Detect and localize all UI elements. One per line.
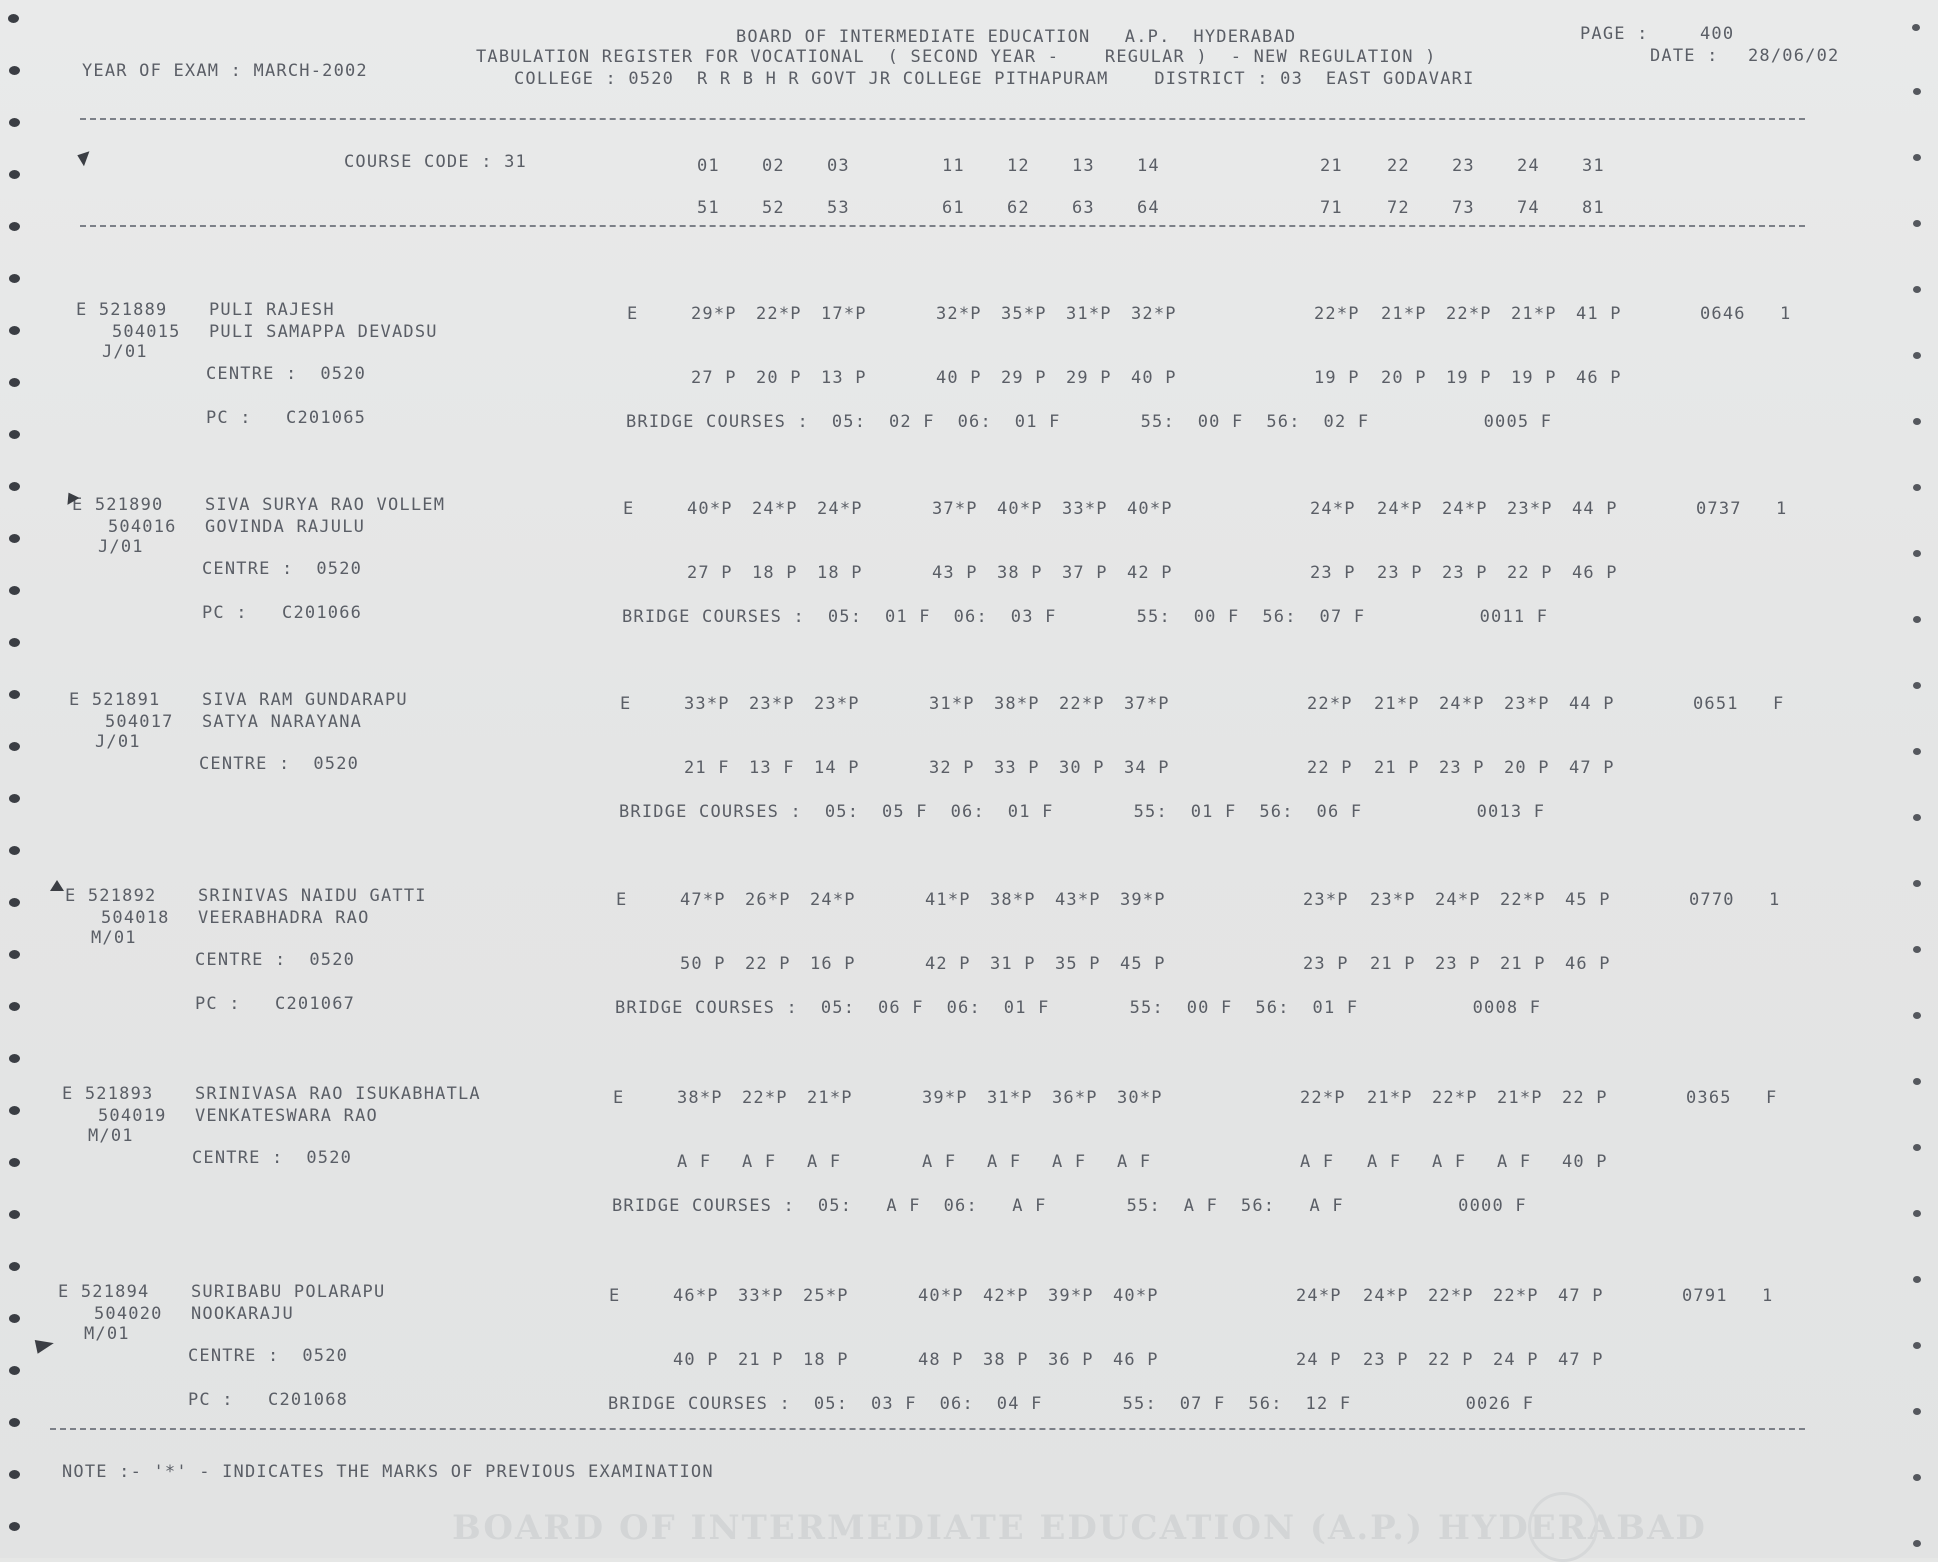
mark-cell: 40 P bbox=[673, 1350, 719, 1370]
page-label: PAGE : bbox=[1580, 24, 1649, 44]
mark-cell: 35*P bbox=[1001, 304, 1047, 324]
subject-code: 73 bbox=[1452, 198, 1475, 218]
watermark-text: BOARD OF INTERMEDIATE EDUCATION (A.P.) HYDERABAD bbox=[452, 1508, 1707, 1548]
subject-code: 72 bbox=[1387, 198, 1410, 218]
bridge-courses: BRIDGE COURSES : 05: 02 F 06: 01 F 55: 00 F 56: 02 F 0005 F bbox=[626, 412, 1553, 432]
total-marks: 0646 bbox=[1700, 304, 1746, 324]
mark-cell: 23*P bbox=[1303, 890, 1349, 910]
category: J/01 bbox=[95, 732, 141, 752]
mark-cell: 22*P bbox=[1059, 694, 1105, 714]
mark-cell: A F bbox=[807, 1152, 842, 1172]
mark-cell: 46*P bbox=[673, 1286, 719, 1306]
mark-cell: 24*P bbox=[810, 890, 856, 910]
mark-cell: 29*P bbox=[691, 304, 737, 324]
subject-code: 22 bbox=[1387, 156, 1410, 176]
centre: CENTRE : 0520 bbox=[199, 754, 360, 774]
hall-ticket-number: E 521891 bbox=[69, 690, 161, 710]
category: J/01 bbox=[98, 537, 144, 557]
hall-ticket-number: E 521892 bbox=[65, 886, 157, 906]
division: 1 bbox=[1776, 499, 1788, 519]
mark-cell: 24*P bbox=[817, 499, 863, 519]
pc-number: PC : C201068 bbox=[188, 1390, 349, 1410]
division: 1 bbox=[1780, 304, 1792, 324]
result-flag: E bbox=[623, 499, 635, 519]
mark-cell: 33*P bbox=[1062, 499, 1108, 519]
father-name: NOOKARAJU bbox=[191, 1304, 294, 1324]
mark-cell: 21*P bbox=[1497, 1088, 1543, 1108]
page-number: 400 bbox=[1700, 24, 1735, 44]
course-code: COURSE CODE : 31 bbox=[344, 152, 527, 172]
category: J/01 bbox=[102, 342, 148, 362]
mark-cell: 21 P bbox=[1374, 758, 1420, 778]
mark-cell: 21*P bbox=[1381, 304, 1427, 324]
mark-cell: 33 P bbox=[994, 758, 1040, 778]
subject-code: 64 bbox=[1137, 198, 1160, 218]
subject-code: 81 bbox=[1582, 198, 1605, 218]
student-name: SURIBABU POLARAPU bbox=[191, 1282, 386, 1302]
mark-cell: 48 P bbox=[918, 1350, 964, 1370]
mark-cell: 23 P bbox=[1435, 954, 1481, 974]
mark-cell: 22 P bbox=[745, 954, 791, 974]
mark-cell: 24*P bbox=[1296, 1286, 1342, 1306]
mark-cell: 47 P bbox=[1558, 1350, 1604, 1370]
student-name: SRINIVASA RAO ISUKABHATLA bbox=[195, 1084, 481, 1104]
mark-cell: 44 P bbox=[1569, 694, 1615, 714]
mark-cell: 37*P bbox=[932, 499, 978, 519]
mark-cell: 21*P bbox=[807, 1088, 853, 1108]
mark-cell: 23 P bbox=[1377, 563, 1423, 583]
centre: CENTRE : 0520 bbox=[202, 559, 363, 579]
total-marks: 0365 bbox=[1686, 1088, 1732, 1108]
mark-cell: A F bbox=[1497, 1152, 1532, 1172]
mark-cell: 16 P bbox=[810, 954, 856, 974]
mark-cell: 22 P bbox=[1562, 1088, 1608, 1108]
date-value: 28/06/02 bbox=[1748, 46, 1840, 66]
hall-ticket-number: E 521894 bbox=[58, 1282, 150, 1302]
student-name: SIVA RAM GUNDARAPU bbox=[202, 690, 408, 710]
mark-cell: 25*P bbox=[803, 1286, 849, 1306]
pen-mark-icon bbox=[75, 148, 90, 166]
registration-code: 504020 bbox=[94, 1304, 163, 1324]
centre: CENTRE : 0520 bbox=[192, 1148, 353, 1168]
mark-cell: 45 P bbox=[1565, 890, 1611, 910]
mark-cell: 40*P bbox=[918, 1286, 964, 1306]
mark-cell: 17*P bbox=[821, 304, 867, 324]
category: M/01 bbox=[88, 1126, 134, 1146]
result-flag: E bbox=[620, 694, 632, 714]
seal-icon bbox=[1528, 1492, 1598, 1562]
subject-code: 23 bbox=[1452, 156, 1475, 176]
mark-cell: 22*P bbox=[1307, 694, 1353, 714]
mark-cell: 20 P bbox=[1381, 368, 1427, 388]
college-line: COLLEGE : 0520 R R B H R GOVT JR COLLEGE PITHAPURAM DISTRICT : 03 EAST GODAVARI bbox=[514, 69, 1475, 89]
subject-code: 24 bbox=[1517, 156, 1540, 176]
mark-cell: 44 P bbox=[1572, 499, 1618, 519]
mark-cell: 31*P bbox=[987, 1088, 1033, 1108]
mark-cell: 45 P bbox=[1120, 954, 1166, 974]
mark-cell: 36 P bbox=[1048, 1350, 1094, 1370]
result-flag: E bbox=[627, 304, 639, 324]
mark-cell: 41*P bbox=[925, 890, 971, 910]
mark-cell: 47 P bbox=[1569, 758, 1615, 778]
father-name: GOVINDA RAJULU bbox=[205, 517, 366, 537]
bridge-courses: BRIDGE COURSES : 05: 05 F 06: 01 F 55: 01 F 56: 06 F 0013 F bbox=[619, 802, 1546, 822]
mark-cell: 31*P bbox=[1066, 304, 1112, 324]
subject-code: 71 bbox=[1320, 198, 1343, 218]
subject-code: 13 bbox=[1072, 156, 1095, 176]
mark-cell: 38*P bbox=[994, 694, 1040, 714]
mark-cell: 23*P bbox=[1507, 499, 1553, 519]
mark-cell: 29 P bbox=[1066, 368, 1112, 388]
mark-cell: 23*P bbox=[814, 694, 860, 714]
divider-top bbox=[80, 118, 1805, 120]
pen-mark-icon bbox=[35, 1336, 56, 1353]
mark-cell: 32 P bbox=[929, 758, 975, 778]
mark-cell: 24 P bbox=[1296, 1350, 1342, 1370]
mark-cell: 33*P bbox=[738, 1286, 784, 1306]
mark-cell: 38*P bbox=[677, 1088, 723, 1108]
mark-cell: 24 P bbox=[1493, 1350, 1539, 1370]
mark-cell: 22 P bbox=[1428, 1350, 1474, 1370]
mark-cell: 18 P bbox=[817, 563, 863, 583]
mark-cell: 35 P bbox=[1055, 954, 1101, 974]
mark-cell: A F bbox=[987, 1152, 1022, 1172]
mark-cell: A F bbox=[742, 1152, 777, 1172]
pc-number: PC : C201065 bbox=[206, 408, 367, 428]
mark-cell: 13 F bbox=[749, 758, 795, 778]
total-marks: 0651 bbox=[1693, 694, 1739, 714]
mark-cell: 22*P bbox=[1428, 1286, 1474, 1306]
mark-cell: 32*P bbox=[1131, 304, 1177, 324]
subject-code: 12 bbox=[1007, 156, 1030, 176]
board-title: BOARD OF INTERMEDIATE EDUCATION A.P. HYDERABAD bbox=[736, 27, 1297, 47]
mark-cell: 23 P bbox=[1442, 563, 1488, 583]
subject-code: 52 bbox=[762, 198, 785, 218]
hall-ticket-number: E 521890 bbox=[72, 495, 164, 515]
subject-code: 02 bbox=[762, 156, 785, 176]
total-marks: 0791 bbox=[1682, 1286, 1728, 1306]
divider-course bbox=[80, 225, 1805, 227]
pen-mark-icon bbox=[50, 880, 64, 891]
mark-cell: 14 P bbox=[814, 758, 860, 778]
student-name: SIVA SURYA RAO VOLLEM bbox=[205, 495, 446, 515]
mark-cell: 32*P bbox=[936, 304, 982, 324]
mark-cell: 39*P bbox=[922, 1088, 968, 1108]
mark-cell: 24*P bbox=[1435, 890, 1481, 910]
mark-cell: 40*P bbox=[687, 499, 733, 519]
mark-cell: 42 P bbox=[1127, 563, 1173, 583]
subject-code: 03 bbox=[827, 156, 850, 176]
subject-code: 31 bbox=[1582, 156, 1605, 176]
subject-code: 11 bbox=[942, 156, 965, 176]
mark-cell: 40*P bbox=[1113, 1286, 1159, 1306]
mark-cell: 46 P bbox=[1565, 954, 1611, 974]
result-flag: E bbox=[616, 890, 628, 910]
student-name: PULI RAJESH bbox=[209, 300, 335, 320]
subject-code: 61 bbox=[942, 198, 965, 218]
mark-cell: A F bbox=[1300, 1152, 1335, 1172]
year-of-exam: YEAR OF EXAM : MARCH-2002 bbox=[82, 61, 368, 81]
mark-cell: 13 P bbox=[821, 368, 867, 388]
mark-cell: 22*P bbox=[1314, 304, 1360, 324]
mark-cell: 24*P bbox=[752, 499, 798, 519]
mark-cell: 40 P bbox=[1562, 1152, 1608, 1172]
mark-cell: 21*P bbox=[1374, 694, 1420, 714]
centre: CENTRE : 0520 bbox=[206, 364, 367, 384]
father-name: VENKATESWARA RAO bbox=[195, 1106, 378, 1126]
mark-cell: 40*P bbox=[997, 499, 1043, 519]
mark-cell: 47 P bbox=[1558, 1286, 1604, 1306]
mark-cell: 19 P bbox=[1314, 368, 1360, 388]
register-title: TABULATION REGISTER FOR VOCATIONAL ( SECOND YEAR - REGULAR ) - NEW REGULATION ) bbox=[476, 47, 1437, 67]
mark-cell: 23*P bbox=[1370, 890, 1416, 910]
mark-cell: 39*P bbox=[1120, 890, 1166, 910]
mark-cell: 23 P bbox=[1310, 563, 1356, 583]
mark-cell: 42*P bbox=[983, 1286, 1029, 1306]
mark-cell: 34 P bbox=[1124, 758, 1170, 778]
registration-code: 504015 bbox=[112, 322, 181, 342]
mark-cell: 22*P bbox=[1300, 1088, 1346, 1108]
mark-cell: 40 P bbox=[936, 368, 982, 388]
subject-code: 21 bbox=[1320, 156, 1343, 176]
mark-cell: 24*P bbox=[1363, 1286, 1409, 1306]
mark-cell: 38*P bbox=[990, 890, 1036, 910]
mark-cell: 24*P bbox=[1442, 499, 1488, 519]
mark-cell: 19 P bbox=[1511, 368, 1557, 388]
mark-cell: 37 P bbox=[1062, 563, 1108, 583]
total-marks: 0770 bbox=[1689, 890, 1735, 910]
mark-cell: 18 P bbox=[752, 563, 798, 583]
hall-ticket-number: E 521889 bbox=[76, 300, 168, 320]
centre: CENTRE : 0520 bbox=[188, 1346, 349, 1366]
mark-cell: 23*P bbox=[1504, 694, 1550, 714]
footnote: NOTE :- '*' - INDICATES THE MARKS OF PREVIOUS EXAMINATION bbox=[62, 1462, 714, 1482]
mark-cell: 47*P bbox=[680, 890, 726, 910]
mark-cell: 22*P bbox=[1500, 890, 1546, 910]
mark-cell: 50 P bbox=[680, 954, 726, 974]
total-marks: 0737 bbox=[1696, 499, 1742, 519]
mark-cell: 39*P bbox=[1048, 1286, 1094, 1306]
mark-cell: 23*P bbox=[749, 694, 795, 714]
mark-cell: 23 P bbox=[1363, 1350, 1409, 1370]
mark-cell: 43 P bbox=[932, 563, 978, 583]
mark-cell: 46 P bbox=[1572, 563, 1618, 583]
mark-cell: 40*P bbox=[1127, 499, 1173, 519]
category: M/01 bbox=[84, 1324, 130, 1344]
subject-code: 74 bbox=[1517, 198, 1540, 218]
bridge-courses: BRIDGE COURSES : 05: 03 F 06: 04 F 55: 07 F 56: 12 F 0026 F bbox=[608, 1394, 1535, 1414]
subject-code: 14 bbox=[1137, 156, 1160, 176]
mark-cell: 41 P bbox=[1576, 304, 1622, 324]
pc-number: PC : C201066 bbox=[202, 603, 363, 623]
mark-cell: 19 P bbox=[1446, 368, 1492, 388]
mark-cell: 30 P bbox=[1059, 758, 1105, 778]
mark-cell: A F bbox=[922, 1152, 957, 1172]
mark-cell: 36*P bbox=[1052, 1088, 1098, 1108]
mark-cell: 21*P bbox=[1367, 1088, 1413, 1108]
mark-cell: 27 P bbox=[691, 368, 737, 388]
centre: CENTRE : 0520 bbox=[195, 950, 356, 970]
father-name: SATYA NARAYANA bbox=[202, 712, 363, 732]
mark-cell: A F bbox=[1432, 1152, 1467, 1172]
registration-code: 504016 bbox=[108, 517, 177, 537]
hall-ticket-number: E 521893 bbox=[62, 1084, 154, 1104]
division: 1 bbox=[1769, 890, 1781, 910]
registration-code: 504017 bbox=[105, 712, 174, 732]
mark-cell: 23 P bbox=[1439, 758, 1485, 778]
mark-cell: 21*P bbox=[1511, 304, 1557, 324]
bridge-courses: BRIDGE COURSES : 05: 06 F 06: 01 F 55: 00 F 56: 01 F 0008 F bbox=[615, 998, 1542, 1018]
division: F bbox=[1766, 1088, 1778, 1108]
pc-number: PC : C201067 bbox=[195, 994, 356, 1014]
father-name: PULI SAMAPPA DEVADSU bbox=[209, 322, 438, 342]
mark-cell: 27 P bbox=[687, 563, 733, 583]
mark-cell: 38 P bbox=[983, 1350, 1029, 1370]
mark-cell: 26*P bbox=[745, 890, 791, 910]
mark-cell: 21 P bbox=[1370, 954, 1416, 974]
mark-cell: 46 P bbox=[1113, 1350, 1159, 1370]
student-name: SRINIVAS NAIDU GATTI bbox=[198, 886, 427, 906]
mark-cell: 38 P bbox=[997, 563, 1043, 583]
mark-cell: 22*P bbox=[756, 304, 802, 324]
result-flag: E bbox=[609, 1286, 621, 1306]
mark-cell: A F bbox=[1367, 1152, 1402, 1172]
mark-cell: 22 P bbox=[1507, 563, 1553, 583]
mark-cell: 37*P bbox=[1124, 694, 1170, 714]
division: 1 bbox=[1762, 1286, 1774, 1306]
mark-cell: A F bbox=[1052, 1152, 1087, 1172]
mark-cell: 43*P bbox=[1055, 890, 1101, 910]
mark-cell: 24*P bbox=[1310, 499, 1356, 519]
mark-cell: A F bbox=[1117, 1152, 1152, 1172]
mark-cell: A F bbox=[677, 1152, 712, 1172]
mark-cell: 22*P bbox=[1446, 304, 1492, 324]
result-flag: E bbox=[613, 1088, 625, 1108]
mark-cell: 22*P bbox=[1432, 1088, 1478, 1108]
mark-cell: 20 P bbox=[1504, 758, 1550, 778]
divider-bottom bbox=[50, 1428, 1805, 1430]
mark-cell: 40 P bbox=[1131, 368, 1177, 388]
father-name: VEERABHADRA RAO bbox=[198, 908, 370, 928]
subject-code: 01 bbox=[697, 156, 720, 176]
mark-cell: 18 P bbox=[803, 1350, 849, 1370]
bridge-courses: BRIDGE COURSES : 05: 01 F 06: 03 F 55: 00 F 56: 07 F 0011 F bbox=[622, 607, 1549, 627]
mark-cell: 23 P bbox=[1303, 954, 1349, 974]
mark-cell: 42 P bbox=[925, 954, 971, 974]
division: F bbox=[1773, 694, 1785, 714]
category: M/01 bbox=[91, 928, 137, 948]
mark-cell: 22*P bbox=[1493, 1286, 1539, 1306]
mark-cell: 21 P bbox=[738, 1350, 784, 1370]
mark-cell: 21 F bbox=[684, 758, 730, 778]
bridge-courses: BRIDGE COURSES : 05: A F 06: A F 55: A F 56: A F 0000 F bbox=[612, 1196, 1527, 1216]
mark-cell: 24*P bbox=[1439, 694, 1485, 714]
mark-cell: 31*P bbox=[929, 694, 975, 714]
mark-cell: 31 P bbox=[990, 954, 1036, 974]
registration-code: 504019 bbox=[98, 1106, 167, 1126]
mark-cell: 24*P bbox=[1377, 499, 1423, 519]
registration-code: 504018 bbox=[101, 908, 170, 928]
mark-cell: 29 P bbox=[1001, 368, 1047, 388]
mark-cell: 30*P bbox=[1117, 1088, 1163, 1108]
mark-cell: 22 P bbox=[1307, 758, 1353, 778]
subject-code: 51 bbox=[697, 198, 720, 218]
subject-code: 53 bbox=[827, 198, 850, 218]
date-label: DATE : bbox=[1650, 46, 1719, 66]
mark-cell: 46 P bbox=[1576, 368, 1622, 388]
subject-code: 63 bbox=[1072, 198, 1095, 218]
mark-cell: 20 P bbox=[756, 368, 802, 388]
subject-code: 62 bbox=[1007, 198, 1030, 218]
mark-cell: 21 P bbox=[1500, 954, 1546, 974]
mark-cell: 33*P bbox=[684, 694, 730, 714]
mark-cell: 22*P bbox=[742, 1088, 788, 1108]
